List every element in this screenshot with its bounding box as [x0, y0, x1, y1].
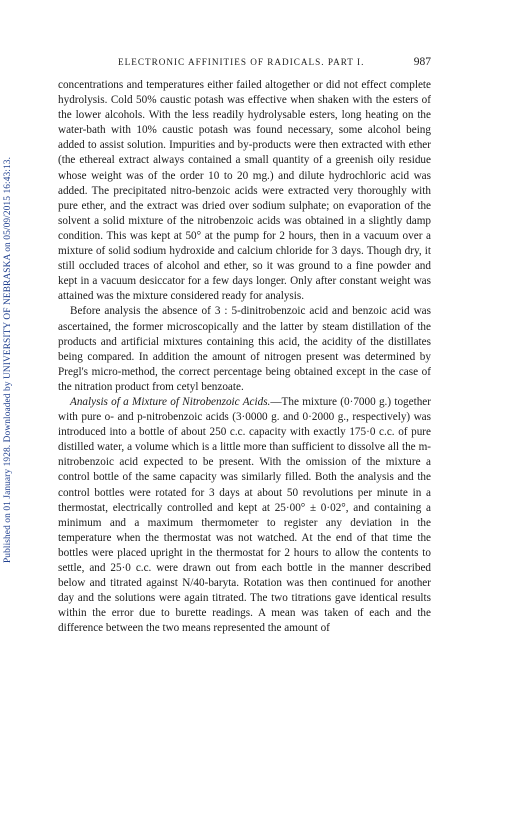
paragraph-text: —The mixture (0·7000 g.) together with pure o- and p-nitrobenzoic acids (3·0000 g. and 0·2000 g., respectively) was introduced into a bottle of about 250 c.c. capacity with exactly 175·0 c.c. of pure distilled water, a volume which is a little more than sufficient to dissolve all the m-nitrobenzoic acid expected to be present. With the omission of the mixture a control bottle of the same capacity was similarly filled. Both the analysis and the control bottles were rotated for 3 days at about 50 revolutions per minute in a thermostat, electrically controlled and kept at 25·00° ± 0·02°, and containing a minimum and a maximum thermometer to register any deviation in the temperature when the thermostat was not watched. At the end of that time the bottles were placed upright in the thermostat for 2 hours to allow the contents to settle, and 25·0 c.c. were drawn out from each bottle in the manner described below and titrated against N/40-baryta. Rotation was then continued for another day and the solutions were again titrated. The two titrations gave identical results within the error due to burette readings. A mean was taken of each and the difference between the two means represented the amount of — [58, 395, 431, 635]
page-header — [118, 57, 431, 71]
section-heading: Analysis of a Mixture of Nitrobenzoic Acids. — [70, 395, 271, 408]
paragraph: Before analysis the absence of 3 : 5-dinitrobenzoic acid and benzoic acid was ascertained, the former microscopically and the latter by steam distillation of the products and artificial mixtures containing this acid, the acidity of the distillates being compared. In addition the amount of nitrogen present was determined by Pregl's micro-method, the correct percentage being obtained except in the case of the nitration product from cetyl benzoate. — [58, 305, 431, 393]
paragraph — [58, 395, 431, 637]
page-number: 987 — [413, 56, 431, 68]
download-watermark — [1, 40, 15, 680]
running-head: ELECTRONIC AFFINITIES OF RADICALS. PART I. — [118, 57, 365, 67]
published-note: Published on 01 January 1928. Downloaded by UNIVERSITY OF NEBRASKA on 05/09/2015 16:43:13. — [3, 156, 14, 564]
body-text — [58, 78, 431, 636]
paragraph: concentrations and temperatures either failed altogether or did not effect complete hydrolysis. Cold 50% caustic potash was effective when shaken with the esters of the lower alcohols. With the less readily hydrolysable esters, long heating on the water-bath with 10% caustic potash was found necessary, some alcohol being added to assist solution. Impurities and by-products were then extracted with ether (the ethereal extract always contained a small quantity of a greenish oily residue whose weight was of the order 10 to 20 mg.) and dilute hydrochloric acid was added. The precipitated nitro-benzoic acids were extracted very thoroughly with pure ether, and the extract was dried over sodium sulphate; on evaporation of the solvent a solid mixture of the nitrobenzoic acids was obtained in a slightly damp condition. This was kept at 50° at the pump for 2 hours, then in a vacuum over a mixture of solid sodium hydroxide and calcium chloride for 3 days. Though dry, it still occluded traces of alcohol and ether, so it was ground to a fine powder and kept in a vacuum desiccator for a few days longer. Only after constant weight was attained was the mixture considered ready for analysis. — [58, 79, 431, 303]
